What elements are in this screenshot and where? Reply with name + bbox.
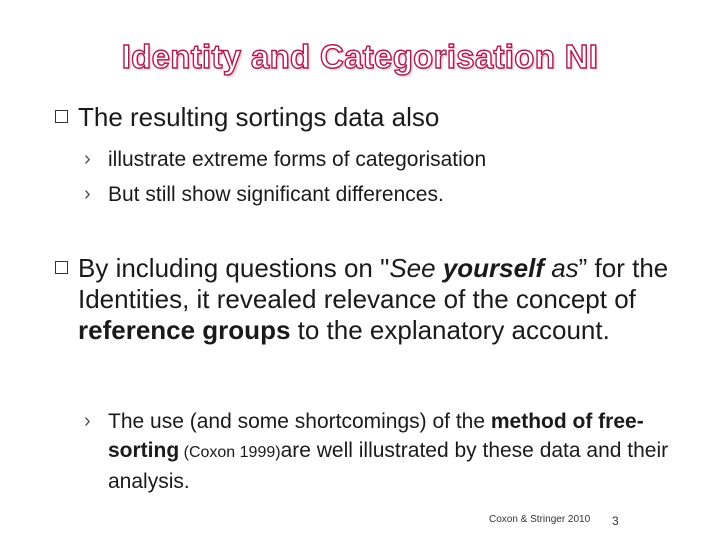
bullet-2-text: By including questions on "See yourself as” for the Identities, it revealed relevance of the concept of reference groups to the explanatory account. <box>78 253 669 345</box>
chevron-right-icon: › <box>84 148 91 170</box>
sub-bullet-2-text: But still show significant differences. <box>108 183 444 206</box>
square-bullet-icon <box>55 110 68 123</box>
sub-bullet-1-text: illustrate extreme forms of categorisation <box>108 148 487 171</box>
bullet-1-text: The resulting sortings data also <box>78 102 440 132</box>
slide-title: Identity and Categorisation NI <box>121 38 599 75</box>
chevron-right-icon: › <box>84 183 91 205</box>
sub-bullet-3-text: The use (and some shortcomings) of the method of free-sorting (Coxon 1999)are well illustrated by these data and their analysis. <box>108 410 669 493</box>
footer-citation: Coxon & Stringer 2010 <box>489 514 591 525</box>
square-bullet-icon <box>55 261 68 274</box>
page-number: 3 <box>612 514 619 528</box>
chevron-right-icon: › <box>84 410 91 432</box>
